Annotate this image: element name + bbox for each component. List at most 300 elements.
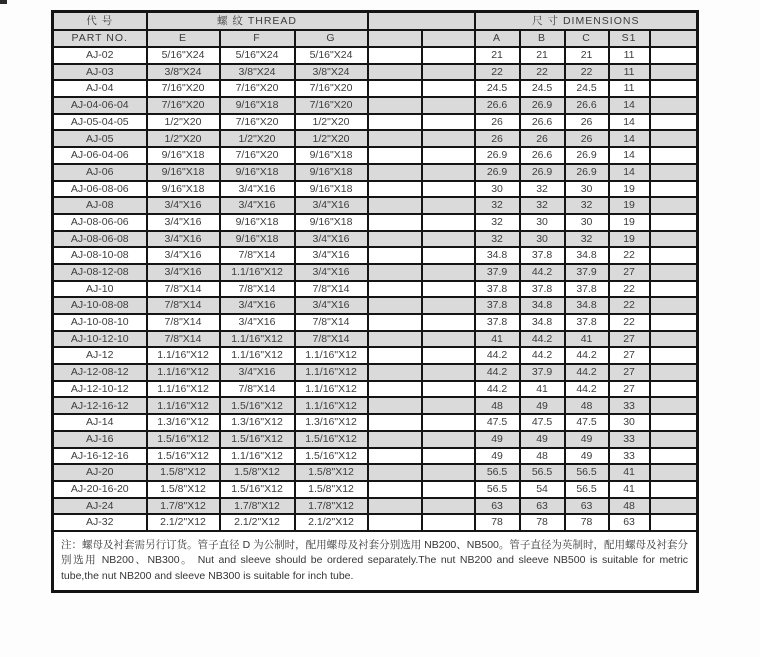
header-spacer-group bbox=[368, 12, 475, 30]
cell-f: 3/4"X16 bbox=[220, 197, 295, 214]
cell-f: 5/16"X24 bbox=[220, 47, 295, 64]
header-dimensions-group: 尺 寸 DIMENSIONS bbox=[475, 12, 698, 30]
cell-c: 32 bbox=[565, 197, 609, 214]
cell-part: AJ-10 bbox=[53, 281, 147, 298]
cell-spacer bbox=[650, 498, 698, 515]
cell-g: 7/8"X14 bbox=[295, 314, 368, 331]
cell-spacer bbox=[650, 214, 698, 231]
cell-spacer bbox=[650, 431, 698, 448]
cell-e: 9/16"X18 bbox=[147, 164, 220, 181]
cell-g: 2.1/2"X12 bbox=[295, 514, 368, 531]
cell-spacer bbox=[422, 47, 475, 64]
cell-e: 7/8"X14 bbox=[147, 297, 220, 314]
cell-a: 37.8 bbox=[475, 314, 520, 331]
cell-spacer bbox=[368, 364, 422, 381]
cell-spacer bbox=[650, 281, 698, 298]
cell-spacer bbox=[650, 314, 698, 331]
cell-f: 3/8"X24 bbox=[220, 64, 295, 81]
cell-part: AJ-08-06-06 bbox=[53, 214, 147, 231]
cell-spacer bbox=[650, 514, 698, 531]
cell-f: 3/4"X16 bbox=[220, 297, 295, 314]
table-row bbox=[53, 64, 698, 81]
cell-e: 1/2"X20 bbox=[147, 130, 220, 147]
cell-e: 3/4"X16 bbox=[147, 264, 220, 281]
header-row-2 bbox=[53, 30, 698, 48]
cell-spacer bbox=[422, 397, 475, 414]
cell-s1: 41 bbox=[609, 464, 650, 481]
header-col-c: C bbox=[565, 30, 609, 48]
cell-s1: 14 bbox=[609, 114, 650, 131]
table-row bbox=[53, 397, 698, 414]
cell-spacer bbox=[650, 80, 698, 97]
cell-g: 1/2"X20 bbox=[295, 114, 368, 131]
cell-spacer bbox=[650, 448, 698, 465]
cell-b: 26 bbox=[520, 130, 565, 147]
table-row bbox=[53, 464, 698, 481]
cell-spacer bbox=[422, 80, 475, 97]
cell-f: 1.1/16"X12 bbox=[220, 347, 295, 364]
cell-spacer bbox=[650, 197, 698, 214]
cell-a: 22 bbox=[475, 64, 520, 81]
cell-c: 44.2 bbox=[565, 364, 609, 381]
cell-spacer bbox=[422, 130, 475, 147]
cell-spacer bbox=[368, 297, 422, 314]
header-col-f: F bbox=[220, 30, 295, 48]
cell-s1: 22 bbox=[609, 314, 650, 331]
cell-g: 1.1/16"X12 bbox=[295, 347, 368, 364]
cell-spacer bbox=[422, 97, 475, 114]
cell-a: 56.5 bbox=[475, 464, 520, 481]
cell-e: 3/4"X16 bbox=[147, 231, 220, 248]
table-row bbox=[53, 47, 698, 64]
cell-b: 44.2 bbox=[520, 264, 565, 281]
cell-e: 7/8"X14 bbox=[147, 331, 220, 348]
cell-spacer bbox=[368, 281, 422, 298]
cell-c: 22 bbox=[565, 64, 609, 81]
cell-e: 1.1/16"X12 bbox=[147, 364, 220, 381]
cell-e: 3/4"X16 bbox=[147, 197, 220, 214]
cell-b: 34.8 bbox=[520, 314, 565, 331]
cell-e: 1.3/16"X12 bbox=[147, 414, 220, 431]
cell-s1: 27 bbox=[609, 331, 650, 348]
cell-a: 26 bbox=[475, 130, 520, 147]
cell-spacer bbox=[368, 464, 422, 481]
cell-f: 1/2"X20 bbox=[220, 130, 295, 147]
table-row bbox=[53, 147, 698, 164]
table-row bbox=[53, 448, 698, 465]
cell-spacer bbox=[650, 464, 698, 481]
cell-spacer bbox=[422, 498, 475, 515]
cell-c: 26.9 bbox=[565, 147, 609, 164]
cell-b: 24.5 bbox=[520, 80, 565, 97]
cell-a: 32 bbox=[475, 214, 520, 231]
table-row bbox=[53, 281, 698, 298]
cell-f: 3/4"X16 bbox=[220, 364, 295, 381]
table-row bbox=[53, 414, 698, 431]
table-row bbox=[53, 97, 698, 114]
cell-part: AJ-10-08-08 bbox=[53, 297, 147, 314]
cell-c: 78 bbox=[565, 514, 609, 531]
cell-spacer bbox=[422, 364, 475, 381]
cell-c: 26.9 bbox=[565, 164, 609, 181]
cell-spacer bbox=[422, 147, 475, 164]
cell-c: 26 bbox=[565, 114, 609, 131]
cell-spacer bbox=[422, 314, 475, 331]
cell-f: 7/8"X14 bbox=[220, 381, 295, 398]
header-part-no-cn: 代 号 bbox=[53, 12, 147, 30]
cell-f: 7/8"X14 bbox=[220, 247, 295, 264]
cell-b: 47.5 bbox=[520, 414, 565, 431]
cell-g: 9/16"X18 bbox=[295, 147, 368, 164]
scan-artifact-mark bbox=[0, 0, 7, 4]
cell-part: AJ-20 bbox=[53, 464, 147, 481]
cell-spacer bbox=[422, 464, 475, 481]
cell-e: 7/8"X14 bbox=[147, 314, 220, 331]
table-row bbox=[53, 498, 698, 515]
cell-g: 1.1/16"X12 bbox=[295, 397, 368, 414]
cell-e: 3/4"X16 bbox=[147, 214, 220, 231]
cell-s1: 27 bbox=[609, 381, 650, 398]
cell-e: 7/16"X20 bbox=[147, 97, 220, 114]
header-spacer-2 bbox=[422, 30, 475, 48]
cell-a: 26.9 bbox=[475, 147, 520, 164]
cell-spacer bbox=[422, 247, 475, 264]
cell-spacer bbox=[368, 80, 422, 97]
cell-e: 1.1/16"X12 bbox=[147, 397, 220, 414]
cell-g: 3/4"X16 bbox=[295, 231, 368, 248]
cell-e: 1.1/16"X12 bbox=[147, 347, 220, 364]
cell-g: 7/8"X14 bbox=[295, 281, 368, 298]
cell-g: 3/4"X16 bbox=[295, 247, 368, 264]
cell-f: 1.5/16"X12 bbox=[220, 397, 295, 414]
cell-e: 1.5/16"X12 bbox=[147, 431, 220, 448]
cell-f: 1.5/16"X12 bbox=[220, 431, 295, 448]
cell-spacer bbox=[422, 381, 475, 398]
table-row bbox=[53, 481, 698, 498]
cell-f: 7/16"X20 bbox=[220, 80, 295, 97]
cell-c: 49 bbox=[565, 431, 609, 448]
cell-part: AJ-12 bbox=[53, 347, 147, 364]
cell-c: 44.2 bbox=[565, 347, 609, 364]
cell-b: 48 bbox=[520, 448, 565, 465]
cell-s1: 33 bbox=[609, 448, 650, 465]
cell-a: 26 bbox=[475, 114, 520, 131]
cell-spacer bbox=[368, 231, 422, 248]
cell-b: 49 bbox=[520, 431, 565, 448]
cell-b: 26.9 bbox=[520, 97, 565, 114]
cell-a: 34.8 bbox=[475, 247, 520, 264]
cell-c: 48 bbox=[565, 397, 609, 414]
cell-e: 1.7/8"X12 bbox=[147, 498, 220, 515]
cell-spacer bbox=[368, 397, 422, 414]
cell-s1: 14 bbox=[609, 164, 650, 181]
cell-spacer bbox=[650, 331, 698, 348]
cell-a: 32 bbox=[475, 231, 520, 248]
cell-part: AJ-03 bbox=[53, 64, 147, 81]
cell-a: 37.9 bbox=[475, 264, 520, 281]
cell-f: 9/16"X18 bbox=[220, 214, 295, 231]
cell-c: 30 bbox=[565, 214, 609, 231]
cell-part: AJ-12-10-12 bbox=[53, 381, 147, 398]
cell-spacer bbox=[650, 231, 698, 248]
table-row bbox=[53, 264, 698, 281]
cell-spacer bbox=[368, 164, 422, 181]
cell-part: AJ-08-06-08 bbox=[53, 231, 147, 248]
cell-spacer bbox=[422, 297, 475, 314]
table-row bbox=[53, 297, 698, 314]
cell-f: 1.3/16"X12 bbox=[220, 414, 295, 431]
cell-part: AJ-02 bbox=[53, 47, 147, 64]
cell-a: 41 bbox=[475, 331, 520, 348]
cell-c: 63 bbox=[565, 498, 609, 515]
cell-c: 30 bbox=[565, 181, 609, 198]
cell-e: 7/8"X14 bbox=[147, 281, 220, 298]
table-row bbox=[53, 197, 698, 214]
table-row bbox=[53, 431, 698, 448]
table-row bbox=[53, 114, 698, 131]
cell-e: 9/16"X18 bbox=[147, 181, 220, 198]
header-spacer-3 bbox=[650, 30, 698, 48]
cell-a: 47.5 bbox=[475, 414, 520, 431]
cell-b: 56.5 bbox=[520, 464, 565, 481]
cell-spacer bbox=[422, 231, 475, 248]
cell-spacer bbox=[368, 214, 422, 231]
cell-spacer bbox=[368, 114, 422, 131]
cell-spacer bbox=[422, 347, 475, 364]
cell-f: 2.1/2"X12 bbox=[220, 514, 295, 531]
cell-spacer bbox=[368, 431, 422, 448]
cell-e: 1.5/16"X12 bbox=[147, 448, 220, 465]
cell-spacer bbox=[650, 164, 698, 181]
cell-s1: 48 bbox=[609, 498, 650, 515]
table-row bbox=[53, 247, 698, 264]
cell-g: 9/16"X18 bbox=[295, 214, 368, 231]
cell-spacer bbox=[650, 347, 698, 364]
cell-s1: 14 bbox=[609, 147, 650, 164]
cell-f: 7/16"X20 bbox=[220, 114, 295, 131]
table-footer bbox=[53, 531, 698, 592]
cell-g: 1.1/16"X12 bbox=[295, 381, 368, 398]
cell-s1: 63 bbox=[609, 514, 650, 531]
cell-a: 21 bbox=[475, 47, 520, 64]
cell-part: AJ-04 bbox=[53, 80, 147, 97]
cell-f: 3/4"X16 bbox=[220, 314, 295, 331]
cell-part: AJ-06 bbox=[53, 164, 147, 181]
cell-part: AJ-32 bbox=[53, 514, 147, 531]
table-row bbox=[53, 314, 698, 331]
cell-b: 30 bbox=[520, 231, 565, 248]
cell-e: 5/16"X24 bbox=[147, 47, 220, 64]
cell-s1: 14 bbox=[609, 97, 650, 114]
cell-spacer bbox=[650, 397, 698, 414]
cell-c: 47.5 bbox=[565, 414, 609, 431]
cell-spacer bbox=[422, 448, 475, 465]
cell-s1: 33 bbox=[609, 431, 650, 448]
cell-a: 49 bbox=[475, 431, 520, 448]
cell-a: 37.8 bbox=[475, 281, 520, 298]
cell-b: 32 bbox=[520, 197, 565, 214]
cell-a: 49 bbox=[475, 448, 520, 465]
cell-b: 26.6 bbox=[520, 114, 565, 131]
cell-b: 37.9 bbox=[520, 364, 565, 381]
cell-a: 24.5 bbox=[475, 80, 520, 97]
cell-g: 5/16"X24 bbox=[295, 47, 368, 64]
cell-f: 1.5/16"X12 bbox=[220, 481, 295, 498]
cell-f: 9/16"X18 bbox=[220, 164, 295, 181]
cell-spacer bbox=[368, 197, 422, 214]
cell-spacer bbox=[422, 264, 475, 281]
cell-c: 44.2 bbox=[565, 381, 609, 398]
cell-b: 37.8 bbox=[520, 281, 565, 298]
cell-part: AJ-12-16-12 bbox=[53, 397, 147, 414]
cell-part: AJ-05-04-05 bbox=[53, 114, 147, 131]
cell-a: 48 bbox=[475, 397, 520, 414]
cell-s1: 30 bbox=[609, 414, 650, 431]
cell-c: 32 bbox=[565, 231, 609, 248]
cell-spacer bbox=[368, 448, 422, 465]
cell-b: 34.8 bbox=[520, 297, 565, 314]
cell-part: AJ-16 bbox=[53, 431, 147, 448]
cell-spacer bbox=[422, 481, 475, 498]
cell-a: 44.2 bbox=[475, 364, 520, 381]
cell-g: 9/16"X18 bbox=[295, 181, 368, 198]
cell-c: 34.8 bbox=[565, 297, 609, 314]
cell-g: 1.7/8"X12 bbox=[295, 498, 368, 515]
cell-s1: 19 bbox=[609, 181, 650, 198]
cell-s1: 27 bbox=[609, 364, 650, 381]
cell-spacer bbox=[650, 414, 698, 431]
cell-b: 26.9 bbox=[520, 164, 565, 181]
cell-f: 1.7/8"X12 bbox=[220, 498, 295, 515]
cell-spacer bbox=[650, 64, 698, 81]
header-col-g: G bbox=[295, 30, 368, 48]
cell-s1: 22 bbox=[609, 247, 650, 264]
cell-g: 1.5/8"X12 bbox=[295, 481, 368, 498]
header-row-1 bbox=[53, 12, 698, 30]
cell-s1: 11 bbox=[609, 64, 650, 81]
cell-spacer bbox=[368, 47, 422, 64]
cell-a: 63 bbox=[475, 498, 520, 515]
header-spacer-1 bbox=[368, 30, 422, 48]
cell-spacer bbox=[368, 264, 422, 281]
cell-part: AJ-24 bbox=[53, 498, 147, 515]
cell-part: AJ-08 bbox=[53, 197, 147, 214]
cell-b: 30 bbox=[520, 214, 565, 231]
cell-spacer bbox=[368, 514, 422, 531]
cell-part: AJ-05 bbox=[53, 130, 147, 147]
cell-e: 1.5/8"X12 bbox=[147, 481, 220, 498]
cell-g: 1/2"X20 bbox=[295, 130, 368, 147]
cell-part: AJ-08-10-08 bbox=[53, 247, 147, 264]
cell-e: 1/2"X20 bbox=[147, 114, 220, 131]
cell-s1: 19 bbox=[609, 214, 650, 231]
cell-c: 37.9 bbox=[565, 264, 609, 281]
cell-f: 1.1/16"X12 bbox=[220, 331, 295, 348]
header-col-e: E bbox=[147, 30, 220, 48]
cell-g: 1.3/16"X12 bbox=[295, 414, 368, 431]
cell-spacer bbox=[368, 247, 422, 264]
cell-c: 24.5 bbox=[565, 80, 609, 97]
cell-e: 9/16"X18 bbox=[147, 147, 220, 164]
table-row bbox=[53, 80, 698, 97]
cell-f: 7/16"X20 bbox=[220, 147, 295, 164]
cell-spacer bbox=[650, 181, 698, 198]
cell-spacer bbox=[650, 297, 698, 314]
cell-part: AJ-12-08-12 bbox=[53, 364, 147, 381]
cell-part: AJ-10-12-10 bbox=[53, 331, 147, 348]
cell-g: 7/16"X20 bbox=[295, 80, 368, 97]
cell-b: 21 bbox=[520, 47, 565, 64]
cell-c: 56.5 bbox=[565, 481, 609, 498]
cell-spacer bbox=[368, 64, 422, 81]
header-col-s1: S1 bbox=[609, 30, 650, 48]
cell-spacer bbox=[650, 247, 698, 264]
cell-spacer bbox=[422, 164, 475, 181]
table-row bbox=[53, 514, 698, 531]
cell-a: 37.8 bbox=[475, 297, 520, 314]
header-thread-group: 螺 纹 THREAD bbox=[147, 12, 368, 30]
cell-spacer bbox=[368, 130, 422, 147]
cell-s1: 41 bbox=[609, 481, 650, 498]
cell-g: 9/16"X18 bbox=[295, 164, 368, 181]
table-row bbox=[53, 231, 698, 248]
footnote-text: 注：螺母及衬套需另行订货。管子直径 D 为公制时，配用螺母及衬套分别选用 NB200、NB500。管子直径为英制时，配用螺母及衬套分别选用 NB200、NB300。 Nut and sleeve should be ordered separately.The nut NB200 and sleeve NB500 is suitable for metric tube,the nut NB200 and sleeve NB300 is suitable for inch tube. bbox=[53, 531, 698, 592]
cell-c: 26.6 bbox=[565, 97, 609, 114]
cell-part: AJ-04-06-04 bbox=[53, 97, 147, 114]
cell-g: 1.5/16"X12 bbox=[295, 448, 368, 465]
cell-s1: 11 bbox=[609, 80, 650, 97]
cell-c: 37.8 bbox=[565, 281, 609, 298]
cell-g: 3/4"X16 bbox=[295, 297, 368, 314]
cell-part: AJ-06-04-06 bbox=[53, 147, 147, 164]
cell-s1: 27 bbox=[609, 264, 650, 281]
cell-b: 63 bbox=[520, 498, 565, 515]
cell-b: 49 bbox=[520, 397, 565, 414]
footnote-row bbox=[53, 531, 698, 592]
cell-b: 26.6 bbox=[520, 147, 565, 164]
cell-e: 1.5/8"X12 bbox=[147, 464, 220, 481]
cell-spacer bbox=[368, 331, 422, 348]
cell-spacer bbox=[422, 214, 475, 231]
cell-spacer bbox=[368, 481, 422, 498]
cell-g: 1.1/16"X12 bbox=[295, 364, 368, 381]
fitting-spec-table bbox=[51, 10, 699, 593]
cell-c: 56.5 bbox=[565, 464, 609, 481]
cell-a: 32 bbox=[475, 197, 520, 214]
cell-g: 3/4"X16 bbox=[295, 264, 368, 281]
table-header bbox=[53, 12, 698, 48]
table-row bbox=[53, 130, 698, 147]
cell-s1: 22 bbox=[609, 297, 650, 314]
cell-spacer bbox=[650, 364, 698, 381]
cell-e: 7/16"X20 bbox=[147, 80, 220, 97]
table-row bbox=[53, 214, 698, 231]
cell-b: 41 bbox=[520, 381, 565, 398]
header-col-a: A bbox=[475, 30, 520, 48]
cell-g: 1.5/8"X12 bbox=[295, 464, 368, 481]
cell-f: 1.1/16"X12 bbox=[220, 448, 295, 465]
cell-spacer bbox=[422, 281, 475, 298]
cell-b: 44.2 bbox=[520, 331, 565, 348]
cell-c: 26 bbox=[565, 130, 609, 147]
table-row bbox=[53, 364, 698, 381]
cell-a: 56.5 bbox=[475, 481, 520, 498]
cell-a: 26.9 bbox=[475, 164, 520, 181]
cell-a: 44.2 bbox=[475, 381, 520, 398]
cell-spacer bbox=[650, 97, 698, 114]
cell-part: AJ-08-12-08 bbox=[53, 264, 147, 281]
cell-f: 3/4"X16 bbox=[220, 181, 295, 198]
